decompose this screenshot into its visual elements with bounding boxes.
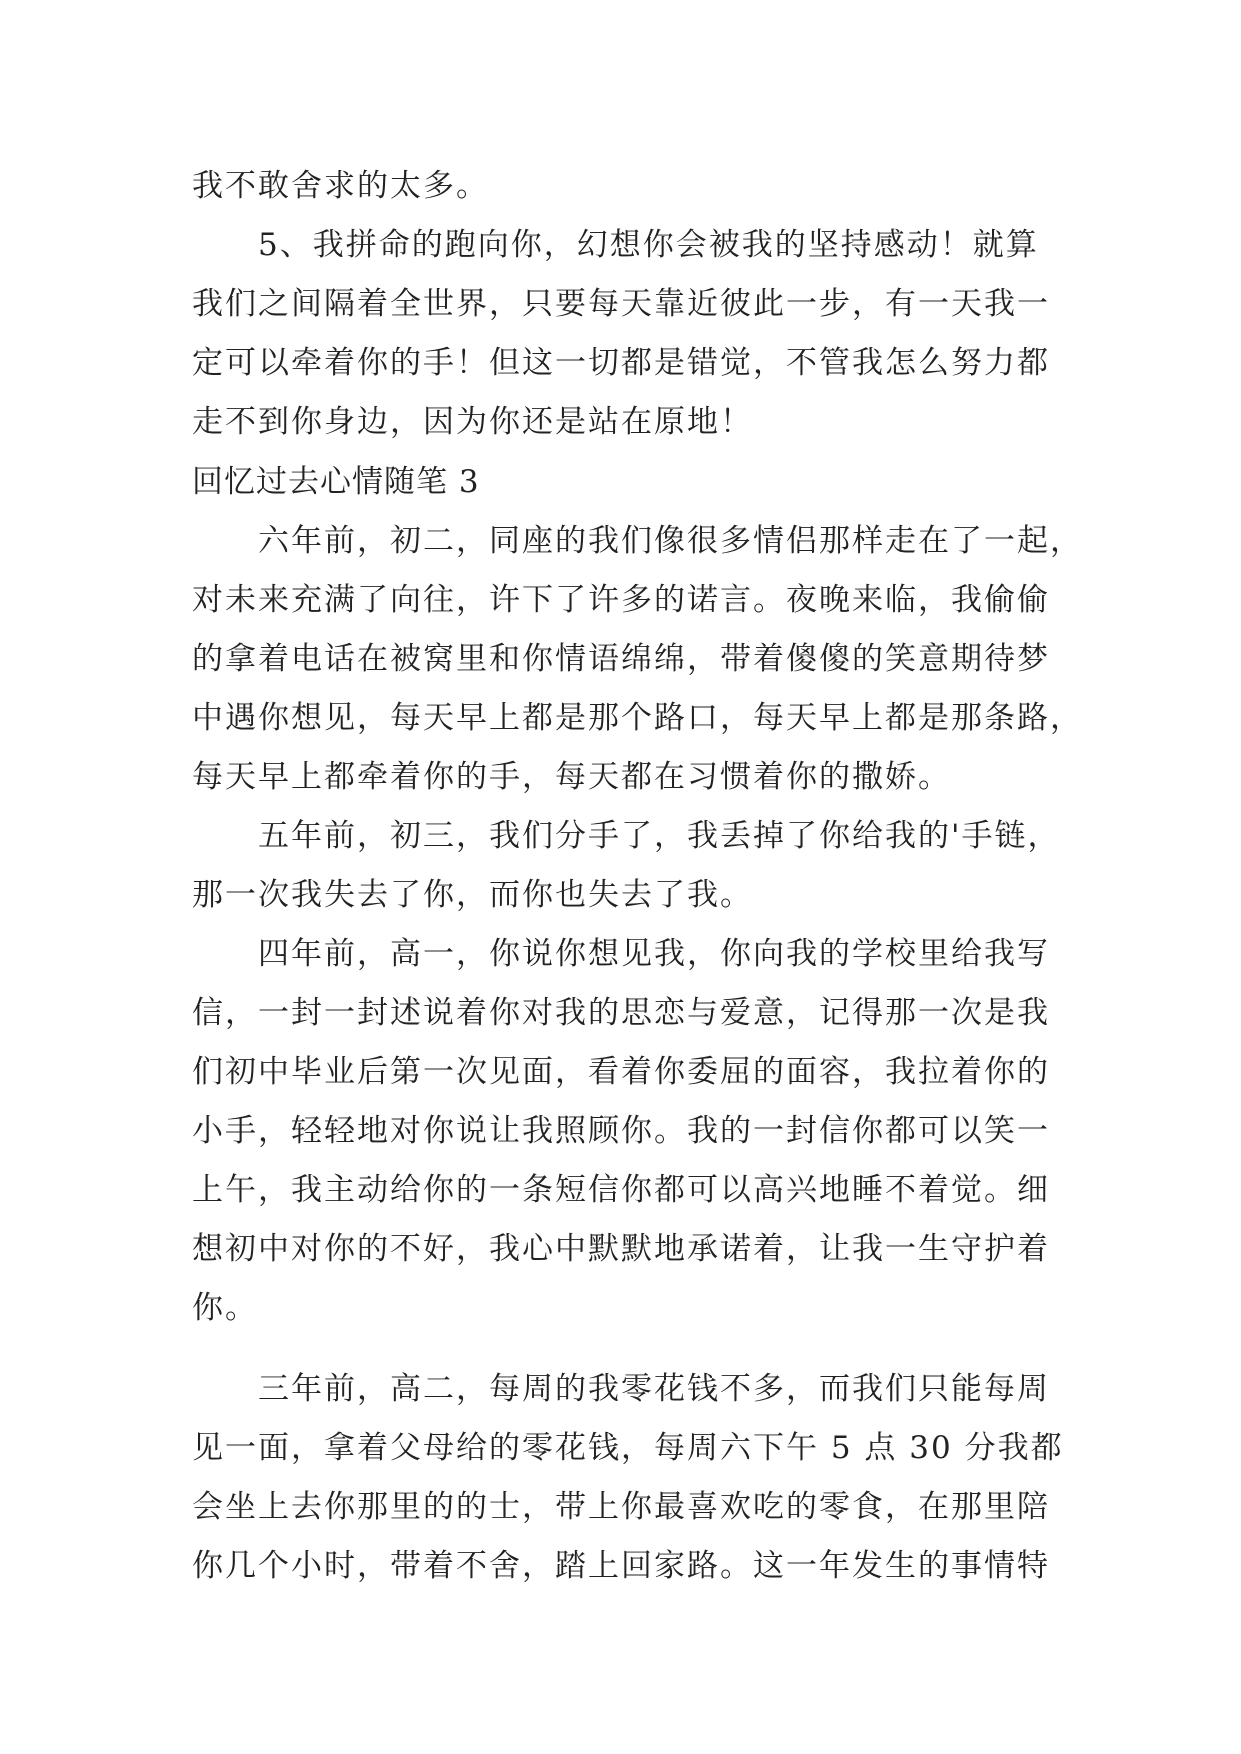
text-line: 定可以牵着你的手！但这一切都是错觉，不管我怎么努力都 <box>192 345 1050 381</box>
section-heading: 回忆过去心情随笔 3 <box>192 464 480 500</box>
text-line: 四年前，高一，你说你想见我，你向我的学校里给我写 <box>258 936 1050 972</box>
text-line: 每天早上都牵着你的手，每天都在习惯着你的撒娇。 <box>192 759 951 795</box>
text-line: 我们之间隔着全世界，只要每天靠近彼此一步，有一天我一 <box>192 286 1050 322</box>
text-line: 会坐上去你那里的的士，带上你最喜欢吃的零食，在那里陪 <box>192 1489 1050 1525</box>
paragraph-gap <box>192 1338 1072 1360</box>
text-line: 们初中毕业后第一次见面，看着你委屈的面容，我拉着你的 <box>192 1054 1050 1090</box>
text-line: 中遇你想见，每天早上都是那个路口，每天早上都是那条路， <box>192 700 1083 736</box>
text-line: 见一面，拿着父母给的零花钱，每周六下午 5 点 30 分我都 <box>192 1430 1064 1466</box>
text-line: 我不敢舍求的太多。 <box>192 168 489 204</box>
text-line: 五年前，初三，我们分手了，我丢掉了你给我的'手链， <box>258 818 1061 854</box>
text-line: 走不到你身边，因为你还是站在原地！ <box>192 404 753 440</box>
text-line: 那一次我失去了你，而你也失去了我。 <box>192 877 753 913</box>
text-line: 小手，轻轻地对你说让我照顾你。我的一封信你都可以笑一 <box>192 1113 1050 1149</box>
document-body <box>192 157 1083 1596</box>
text-line: 你。 <box>192 1290 258 1326</box>
text-line: 对未来充满了向往，许下了许多的诺言。夜晚来临，我偷偷 <box>192 582 1050 618</box>
text-line: 六年前，初二，同座的我们像很多情侣那样走在了一起， <box>258 523 1083 559</box>
text-line: 想初中对你的不好，我心中默默地承诺着，让我一生守护着 <box>192 1231 1050 1267</box>
text-line: 上午，我主动给你的一条短信你都可以高兴地睡不着觉。细 <box>192 1172 1050 1208</box>
text-line: 三年前，高二，每周的我零花钱不多，而我们只能每周 <box>258 1371 1050 1407</box>
text-line: 你几个小时，带着不舍，踏上回家路。这一年发生的事情特 <box>192 1548 1050 1584</box>
text-line: 信，一封一封述说着你对我的思恋与爱意，记得那一次是我 <box>192 995 1050 1031</box>
text-line: 的拿着电话在被窝里和你情语绵绵，带着傻傻的笑意期待梦 <box>192 641 1050 677</box>
text-line: 5、我拼命的跑向你，幻想你会被我的坚持感动！就算 <box>258 227 1039 263</box>
